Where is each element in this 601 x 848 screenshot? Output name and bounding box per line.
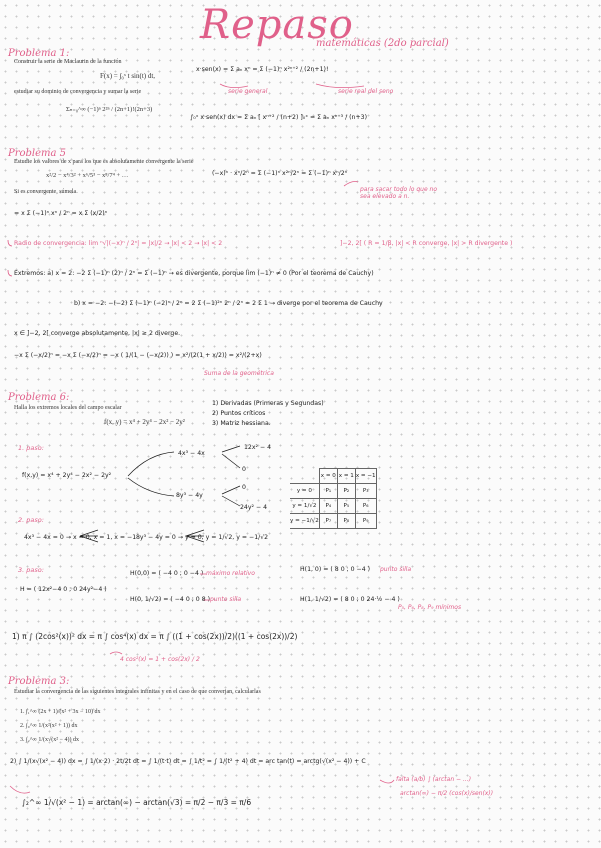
- derivative-fx: 4x³ − 4x: [178, 450, 205, 457]
- problem-5-prompt-2: Si es convergente, súmela.: [14, 189, 78, 195]
- table-row: [290, 499, 376, 514]
- note-arctan-limit: arctan(∞) − π/2 (cos(x)/sen(x)): [400, 790, 494, 797]
- problem-5-radius: Radio de convergencia: lim ⁿ√|(−x)ⁿ / 2ⁿ| = |x|/2 → |x| < 2 → |x| < 2: [14, 240, 223, 247]
- hessian-p1: H(0,0) = ( −4 0 ; 0 −4 ): [130, 570, 204, 577]
- step-3-label: 3. paso:: [18, 566, 44, 574]
- problem-1-prompt-2: estudiar su dominio de convergencia y sumar la serie: [14, 89, 142, 95]
- problem-6-formula: f(x, y) = x⁴ + 2y⁴ − 2x² − 2y²: [104, 418, 185, 426]
- table-cell: P₆: [355, 499, 376, 514]
- table-cell: P₉: [355, 514, 376, 529]
- problem-1-maclaurin: x·sen(x) = Σ aₙ xⁿ = Σ (−1)ⁿ x²ⁿ⁺² / (2n+1)!: [196, 66, 329, 73]
- equation-y: 8y³ − 4y = 0 → y = 0, y = 1/√2, y = −1/√2: [136, 534, 269, 541]
- table-row-label: y = 0: [290, 484, 319, 499]
- step-2-label: 2. paso:: [18, 516, 44, 524]
- note-arctan: falta (a/b) ∫ (arctan − ...): [396, 776, 472, 783]
- table-cell: P₂: [337, 484, 355, 499]
- equation-x: 4x³ − 4x = 0 → x = 0, x = 1, x = −1: [24, 534, 137, 541]
- table-cell: P₇: [319, 514, 337, 529]
- table-header-row: [290, 469, 376, 484]
- scalar-field: f(x,y) = x⁴ + 2y⁴ − 2x² − 2y²: [22, 472, 112, 479]
- problem-5-interval: ]−2, 2[ ( R = 1/β, |x| < R converge, |x| > R divergente ): [340, 240, 513, 247]
- problem-5-conclusion: x ∈ ]−2, 2[ converge absolutamente, |x| ≥ 2 diverge.: [14, 330, 181, 337]
- note-geometric-sum: Suma de la geométrica: [204, 370, 274, 377]
- note-saddle-point-2: punto silla: [380, 566, 412, 573]
- problem-5-prompt: Estudie los valores de x para los que es absolutamente convergente la serie: [14, 159, 194, 165]
- hessian-p4: H(0, 1/√2) = ( −4 0 ; 0 8 ): [130, 596, 211, 603]
- hessian-p2: H(1, 0) = ( 8 0 ; 0 −4 ): [300, 566, 371, 573]
- problem-5-series: x²/2 − x⁴/3² + x⁶/5³ − x⁸/7⁴ + …: [46, 172, 129, 179]
- table-header-cell: x = 0: [319, 469, 337, 484]
- problem-3-work: 2) ∫ 1/(x√(x² − 4)) dx = ∫ 1/(x·2) · 2t/2t dt = ∫ 1/(t·t) dt = ∫ 1/t² = ∫ 1/(t² + 4) dt = arc tan(t) = arctg(√(x² − 4)) + C: [10, 758, 366, 765]
- note-real-sine-series: serie real del seno: [338, 88, 394, 95]
- table-row: [290, 484, 376, 499]
- problem-6-prompt: Halla los extremos locales del campo escalar: [14, 405, 122, 411]
- problem-1-integral: ∫₀ˣ x·sen(x) dx = Σ aₙ [ xⁿ⁺² / (n+2) ]₀ˣ = Σ aₙ xⁿ⁺³ / (n+3): [190, 114, 367, 121]
- derivative-fxx: 12x² − 4: [244, 444, 272, 451]
- problem-3-label: Problema 3:: [8, 676, 70, 687]
- table-cell: P₈: [337, 514, 355, 529]
- derivative-fxy: 0: [242, 466, 246, 473]
- integral-list-item-2: 2. ∫₀^∞ 1/(x²(x² + 1)) dx: [20, 723, 78, 729]
- step-derivatives: 1) Derivadas (Primeras y Segundas): [212, 400, 324, 407]
- table-cell: P₃: [355, 484, 376, 499]
- note-extract-terms: para sacar todo lo que no sea elevado a n.: [360, 186, 438, 200]
- table-header-cell: x = 1: [337, 469, 355, 484]
- note-cos-identity: 4 cos²(x) = 1 + cos(2x) / 2: [120, 656, 200, 663]
- problem-1-formula: F(x) = ∫₀ˣ t sin(t) dt,: [100, 72, 156, 80]
- step-1-label: 1. paso:: [18, 444, 44, 452]
- problem-3-final: ∫₂^∞ 1/√(x² − 1) = arctan(∞) − arctan(√3) = π/2 − π/3 = π/6: [22, 798, 252, 807]
- integral-cos4: 1) π ∫ (2cos²(x))² dx = π ∫ cos⁴(x) dx = π ∫ ((1 + cos(2x))/2)((1 + cos(2x))/2): [12, 632, 298, 641]
- problem-5-endpoints: Extremos: a) x = 2: −2 Σ (−1)ⁿ (2)ⁿ / 2ⁿ = Σ (−1)ⁿ → es divergente, porque lim (−1)ⁿ ≠ 0 (Por el teorema de Cauchy): [14, 270, 374, 277]
- table-row-label: y = 1/√2: [290, 499, 319, 514]
- problem-5-simplified: = x Σ (−1)ⁿ xⁿ / 2ⁿ = x Σ (x/2)ⁿ: [14, 210, 108, 217]
- problem-5-label: Problema 5: [8, 148, 67, 159]
- table-header-cell: x = −1: [355, 469, 376, 484]
- table-row-label: y = −1/√2: [290, 514, 319, 529]
- derivative-fyy: 24y² − 4: [240, 504, 268, 511]
- critical-points-table: [290, 468, 377, 529]
- integral-list-item-1: 1. ∫₁^∞ (2x + 1)/(x² + 3x − 10) dx: [20, 709, 101, 715]
- problem-5-rewrite: (−x)ⁿ · xⁿ/2ⁿ = Σ (−1)ⁿ x²ⁿ/2ⁿ = Σ (−1)ⁿ xⁿ/2ⁿ: [212, 170, 348, 177]
- problem-5-sum: −x Σ (−x/2)ⁿ = −x Σ (−x/2)ⁿ = −x ( 1/(1 − (−x/2)) ) = x²/(2(1 + x/2)) = x²/(2+x): [14, 352, 262, 359]
- table-corner: [290, 469, 319, 484]
- integral-list-item-3: 3. ∫₂^∞ 1/(x√(x² − 4)) dx: [20, 737, 79, 743]
- note-saddle-point: punto silla: [210, 596, 242, 603]
- step-critical-points: 2) Puntos críticos: [212, 410, 266, 417]
- problem-3-prompt: Estudiar la convergencia de las siguientes integrales infinitas y en el caso de que converjan, calcularlas: [14, 689, 261, 695]
- page-subtitle: matemáticas (2do parcial): [316, 38, 449, 49]
- problem-5-endpoint-b: b) x = −2: −(−2) Σ (−1)ⁿ (−2)ⁿ / 2ⁿ = 2 Σ (−1)²ⁿ 2ⁿ / 2ⁿ = 2 Σ 1 → diverge por el teorema de Cauchy: [74, 300, 383, 307]
- note-minima: P₅, P₆, P₈, P₉ mínimos: [398, 604, 462, 611]
- table-cell: P₄: [319, 499, 337, 514]
- derivative-fyx: 0: [242, 484, 246, 491]
- problem-1-series: Σₙ₌₀^∞ (−1)ⁿ 2²ⁿ / (2n+1)!(2n+3): [66, 106, 153, 113]
- page-title: Repaso: [200, 2, 354, 48]
- note-relative-max: máximo relativo: [206, 570, 255, 577]
- table-cell: P₅: [337, 499, 355, 514]
- derivative-fy: 8y³ − 4y: [176, 492, 203, 499]
- hessian-matrix: H = ( 12x²−4 0 ; 0 24y²−4 ): [20, 586, 107, 593]
- note-general-series: serie general: [228, 88, 268, 95]
- table-cell: P₁: [319, 484, 337, 499]
- hessian-p5: H(1, 1/√2) = ( 8 0 ; 0 24·½ − 4 ): [300, 596, 400, 603]
- table-row: [290, 514, 376, 529]
- step-hessian: 3) Matriz hessiana.: [212, 420, 271, 427]
- problem-6-label: Problema 6:: [8, 392, 70, 403]
- problem-1-prompt: Construir la serie de Maclaurin de la función: [14, 59, 122, 65]
- problem-1-label: Problema 1:: [8, 48, 70, 59]
